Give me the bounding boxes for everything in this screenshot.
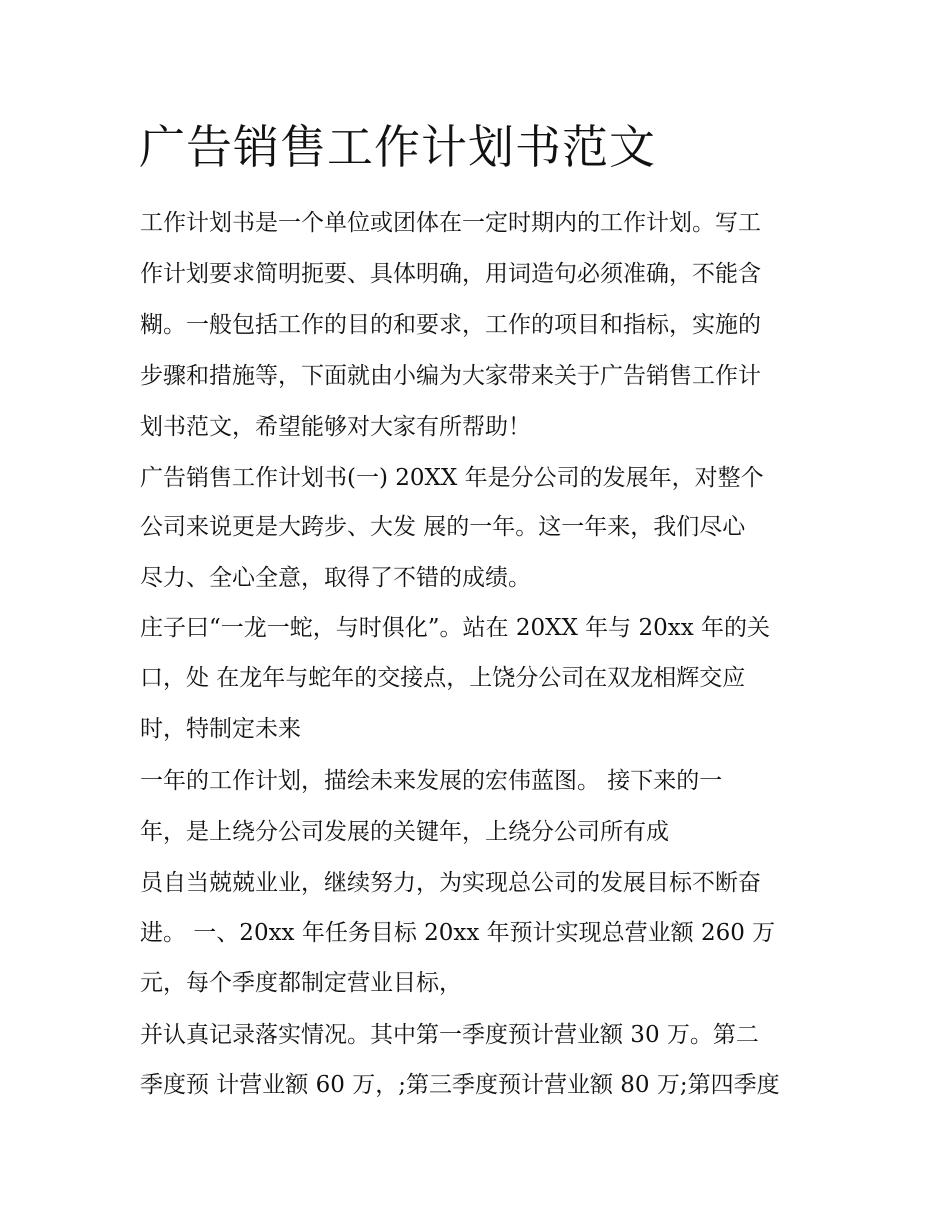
body-line: 季度预 计营业额 60 万，;第三季度预计营业额 80 万;第四季度 xyxy=(140,1072,780,1098)
body-line: 口，处 在龙年与蛇年的交接点，上饶分公司在双龙相辉交应 xyxy=(140,665,746,691)
body-line: 庄子曰“一龙一蛇，与时俱化”。站在 20XX 年与 20xx 年的关 xyxy=(140,615,770,641)
body-line: 步骤和措施等，下面就由小编为大家带来关于广告销售工作计 xyxy=(140,363,761,389)
body-line: 划书范文，希望能够对大家有所帮助！ xyxy=(140,414,531,440)
body-line: 糊。一般包括工作的目的和要求，工作的项目和指标，实施的 xyxy=(140,312,761,338)
body-line: 一年的工作计划，描绘未来发展的宏伟蓝图。 接下来的一 xyxy=(140,768,723,794)
body-line: 年，是上绕分公司发展的关键年，上绕分公司所有成 xyxy=(140,819,669,845)
body-line: 尽力、全心全意，取得了不错的成绩。 xyxy=(140,565,531,591)
body-line: 作计划要求简明扼要、具体明确，用词造句必须准确，不能含 xyxy=(140,261,761,287)
document-title: 广告销售工作计划书范文 xyxy=(139,120,656,174)
body-line: 公司来说更是大跨步、大发 展的一年。这一年来，我们尽心 xyxy=(140,514,746,540)
body-line: 员自当兢兢业业，继续努力，为实现总公司的发展目标不断奋 xyxy=(140,870,761,896)
body-line: 进。 一、20xx 年任务目标 20xx 年预计实现总营业额 260 万 xyxy=(140,920,776,946)
body-line: 并认真记录落实情况。其中第一季度预计营业额 30 万。第二 xyxy=(140,1022,759,1048)
body-line: 工作计划书是一个单位或团体在一定时期内的工作计划。写工 xyxy=(140,210,761,236)
body-line: 广告销售工作计划书(一) 20XX 年是分公司的发展年，对整个 xyxy=(140,465,764,491)
body-line: 元，每个季度都制定营业目标， xyxy=(140,970,462,996)
body-line: 时，特制定未来 xyxy=(140,716,301,742)
